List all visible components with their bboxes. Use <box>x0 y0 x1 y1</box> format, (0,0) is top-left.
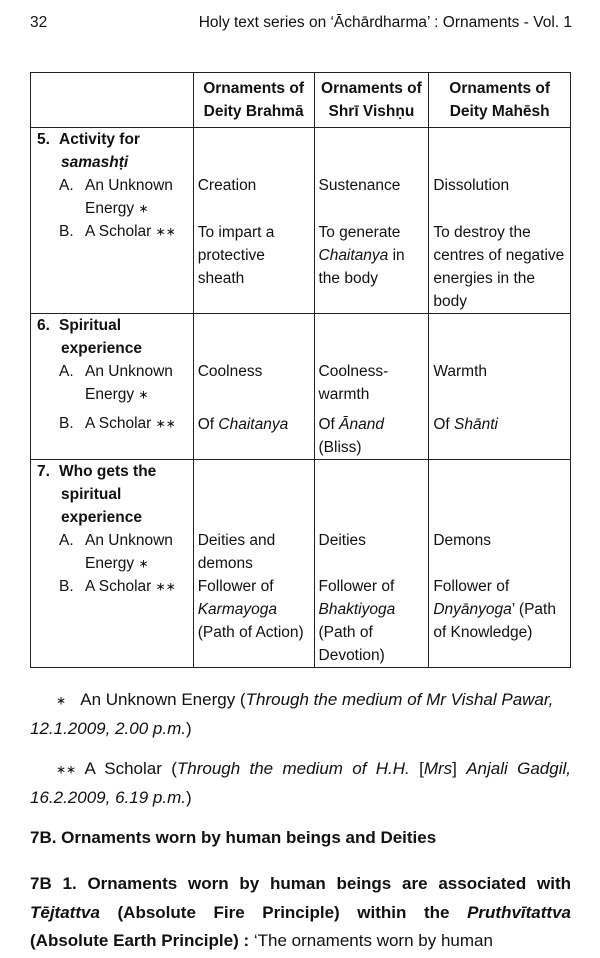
table-cell: Warmth Of Shānti <box>429 314 571 460</box>
list-item: A. An Unknown Energy ∗ <box>59 363 173 403</box>
table-cell: Coolness-warmth Of Ānand (Bliss) <box>314 314 429 460</box>
row-label-cell <box>31 128 194 314</box>
row-label-cell: 6. Spiritual experience A. An Unknown Energy ∗ B. A Scholar ∗∗ <box>31 314 194 460</box>
table-section-row <box>31 128 571 314</box>
list-item: B. A Scholar ∗∗ <box>59 578 176 596</box>
running-title: Holy text series on ‘Āchārdharma’ : Ornaments - Vol. 1 <box>198 14 572 31</box>
table-header-row <box>31 73 571 128</box>
ornaments-table <box>30 72 571 668</box>
column-header: Ornaments of Shrī Vishṇu <box>314 73 429 128</box>
table-cell: Coolness Of Chaitanya <box>193 314 314 460</box>
page-number: 32 <box>30 14 48 31</box>
section-title-italic: samashṭi <box>61 154 129 171</box>
list-item: B. A Scholar ∗∗ <box>59 223 176 241</box>
section-heading: 7B. Ornaments worn by human beings and Deities <box>30 828 437 847</box>
section-title: 5. Activity for <box>37 131 140 148</box>
footnote-2: ∗∗ A Scholar (Through the medium of H.H. [Mrs] Anjali Gadgil, 16.2.2009, 6.19 p.m.) <box>30 759 571 807</box>
table-cell: Dissolution To destroy the centres of negative energies in the body <box>429 128 571 314</box>
table-cell: Creation To impart a protective sheath <box>193 128 314 314</box>
list-item: A. An Unknown Energy ∗ <box>59 532 173 572</box>
table-section-row <box>31 460 571 668</box>
table-cell: Sustenance To generate Chaitanya in the body <box>314 128 429 314</box>
list-item: A. An Unknown Energy ∗ <box>59 177 173 217</box>
header-cell-empty <box>31 73 194 128</box>
table-cell: Demons Follower of Dnyānyoga’ (Path of Knowledge) <box>429 460 571 668</box>
table-cell: Deities and demons Follower of Karmayoga (Path of Action) <box>193 460 314 668</box>
table-section-row <box>31 314 571 460</box>
body-paragraph: 7B 1. Ornaments worn by human beings are associated with Tējtattva (Absolute Fire Principle) within the Pruthvītattva (Absolute Earth Principle) : ‘The ornaments worn by human <box>30 874 571 950</box>
page-header <box>30 14 572 38</box>
row-label-cell: 7. Who gets the spiritual experience A. An Unknown Energy ∗ B. A Scholar ∗∗ <box>31 460 194 668</box>
list-item: B. A Scholar ∗∗ <box>59 415 176 433</box>
table-cell: Deities Follower of Bhaktiyoga (Path of Devotion) <box>314 460 429 668</box>
footnote-1: ∗ An Unknown Energy (Through the medium of Mr Vishal Pawar, 12.1.2009, 2.00 p.m.) <box>30 690 554 738</box>
column-header: Ornaments of Deity Brahmā <box>193 73 314 128</box>
cell-rich: To generate Chaitanya in the body <box>318 224 405 287</box>
column-header: Ornaments of Deity Mahēsh <box>429 73 571 128</box>
